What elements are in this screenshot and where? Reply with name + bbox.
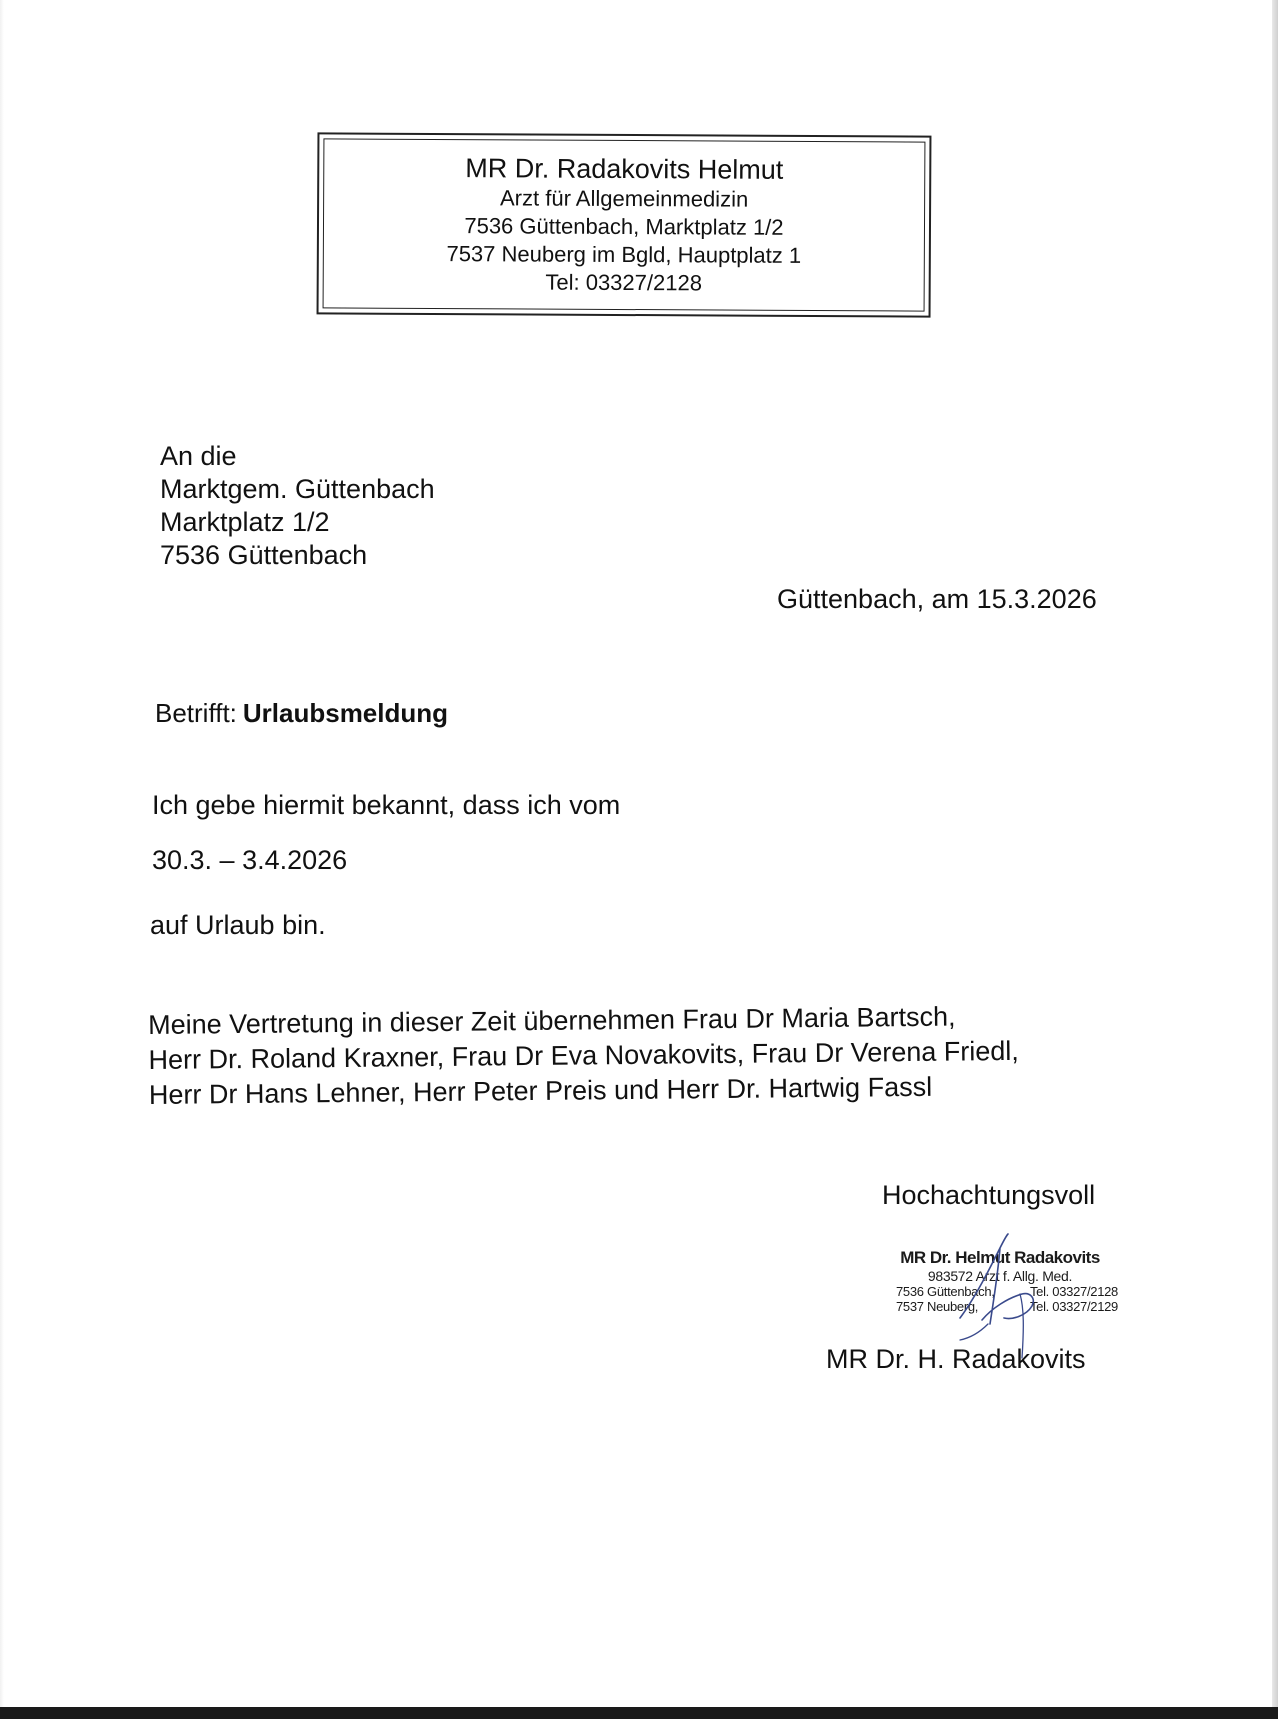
representatives-paragraph <box>148 998 1129 1113</box>
body-intro: Ich gebe hiermit bekannt, dass ich vom <box>152 790 621 820</box>
stamp-row-3-left: 7536 Güttenbach, <box>896 1284 995 1299</box>
letterhead-profession: Arzt für Allgemeinmedizin <box>499 185 749 212</box>
letterhead-name: MR Dr. Radakovits Helmut <box>465 153 784 185</box>
stamp-row-4-left: 7537 Neuberg, <box>896 1299 979 1314</box>
stamp-line-2: 983572 Arzt f. Allg. Med. <box>927 1268 1073 1284</box>
recipient-line-2: Marktgem. Güttenbach <box>160 474 435 504</box>
representatives-line-3: Herr Dr Hans Lehner, Herr Peter Preis und Herr Dr. Hartwig Fassl <box>148 1071 933 1110</box>
representatives-line-2: Herr Dr. Roland Kraxner, Frau Dr Eva Novakovits, Frau Dr Verena Friedl, <box>148 1035 1019 1075</box>
recipient-line-4: 7536 Güttenbach <box>160 540 368 570</box>
scan-edge-right <box>1272 0 1278 1719</box>
letterhead-box <box>317 132 932 317</box>
letterhead-address-2: 7537 Neuberg im Bgld, Hauptplatz 1 <box>446 241 802 268</box>
stamp-name: MR Dr. Helmut Radakovits <box>900 1248 1100 1267</box>
vacation-period: 30.3. – 3.4.2026 <box>152 845 348 875</box>
date-line: Güttenbach, am 15.3.2026 <box>777 584 1097 614</box>
closing-salutation: Hochachtungsvoll <box>882 1180 1096 1210</box>
subject-line <box>155 698 448 729</box>
recipient-line-1: An die <box>160 441 237 471</box>
letterhead-inner-frame <box>323 138 926 311</box>
body-vacation: auf Urlaub bin. <box>150 910 326 940</box>
subject-label: Betrifft: <box>155 698 237 728</box>
signer-name: MR Dr. H. Radakovits <box>826 1344 1086 1374</box>
stamp-row-4-right: Tel. 03327/2129 <box>1029 1299 1118 1314</box>
subject-value: Urlaubsmeldung <box>242 698 449 728</box>
letterhead-phone: Tel: 03327/2128 <box>545 269 703 296</box>
recipient-line-3: Marktplatz 1/2 <box>160 507 330 537</box>
stamp-row-3-right: Tel. 03327/2128 <box>1029 1284 1118 1299</box>
scan-edge-bottom <box>0 1707 1278 1719</box>
scan-edge-left <box>0 0 4 1719</box>
recipient-address <box>160 440 435 572</box>
letterhead-address-1: 7536 Güttenbach, Marktplatz 1/2 <box>464 213 784 240</box>
representatives-line-1: Meine Vertretung in dieser Zeit übernehmen Frau Dr Maria Bartsch, <box>148 1001 956 1040</box>
